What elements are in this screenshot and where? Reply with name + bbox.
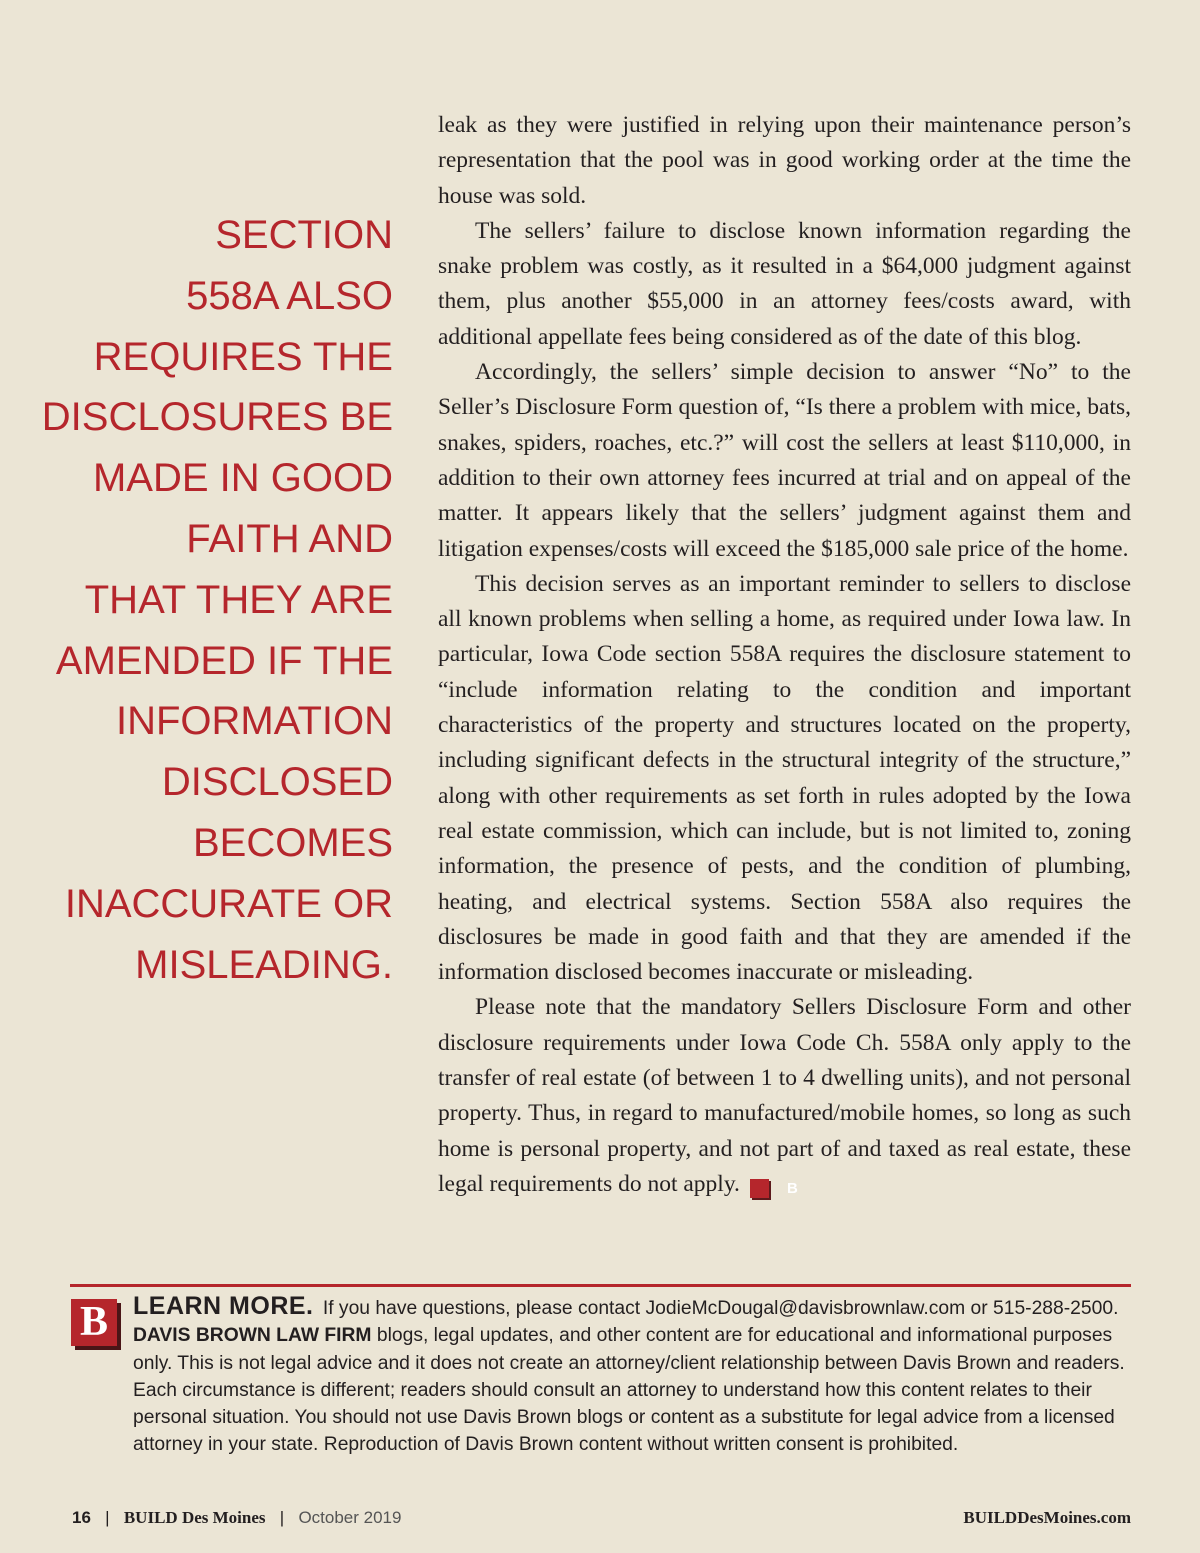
- pull-quote-line: INACCURATE OR: [64, 881, 393, 926]
- pull-quote-line: REQUIRES THE: [93, 334, 393, 379]
- pull-quote-line: DISCLOSURES BE: [41, 395, 393, 440]
- disclaimer: [133, 1322, 1133, 1458]
- end-mark-icon: B: [750, 1179, 769, 1198]
- article-paragraph: leak as they were justified in relying upon their maintenance person’s representation that the pool was in good working order at the time the house was sold.: [438, 112, 1131, 209]
- pull-quote-line: DISCLOSED: [161, 760, 393, 805]
- pull-quote: [40, 205, 393, 995]
- publication-name: BUILD Des Moines: [123, 1508, 266, 1527]
- pull-quote-line: MADE IN GOOD: [92, 456, 393, 501]
- article-paragraph-last: [438, 990, 1131, 1202]
- pull-quote-line: FAITH AND: [186, 516, 393, 561]
- pull-quote-line: SECTION: [215, 213, 393, 257]
- article-body: [438, 108, 1131, 1202]
- pull-quote-line: INFORMATION: [115, 699, 393, 744]
- davis-brown-logo-icon: B: [71, 1299, 117, 1346]
- learn-more-heading: LEARN MORE.: [133, 1292, 314, 1320]
- pull-quote-line: MISLEADING.: [135, 942, 393, 987]
- page-number: 16: [72, 1508, 91, 1527]
- article-paragraph: Accordingly, the sellers’ simple decision to answer “No” to the Seller’s Disclosure Form question of, “Is there a problem with mice, bats, snakes, spiders, roaches, etc.?” will cost the sellers at least $110,000, in addition to their own attorney fees incurred at trial and on appeal of the matter. It appears likely that the sellers’ judgment against them and litigation expenses/costs will exceed the $185,000 sale price of the home.: [438, 359, 1131, 562]
- firm-name: DAVIS BROWN LAW FIRM: [133, 1325, 372, 1347]
- article-paragraph-text: Please note that the mandatory Sellers Disclosure Form and other disclosure requirements under Iowa Code Ch. 558A only apply to the transfer of real estate (of between 1 to 4 dwelling units), and not personal property. Thus, in regard to manufactured/mobile homes, so long as such home is personal property, and not part of and taxed as real estate, these legal requirements do not apply.: [438, 994, 1131, 1197]
- folio-separator: |: [279, 1508, 285, 1527]
- website-link[interactable]: BUILDDesMoines.com: [963, 1508, 1131, 1527]
- pull-quote-line: 558A ALSO: [186, 273, 393, 318]
- article-paragraph: This decision serves as an important reminder to sellers to disclose all known problems when selling a home, as required under Iowa law. In particular, Iowa Code section 558A requires the disclosure statement to “include information relating to the condition and important characteristics of the property and structures located on the property, including significant defects in the structural integrity of the structure,” along with other requirements as set forth in rules adopted by the Iowa real estate commission, which can include, but is not limited to, zoning information, the presence of pests, and the condition of plumbing, heating, and electrical systems. Section 558A also requires the disclosures be made in good faith and that they are amended if the information disclosed becomes inaccurate or misleading.: [438, 570, 1131, 986]
- learn-more-line: [133, 1293, 1133, 1322]
- footer-divider: [70, 1284, 1131, 1287]
- folio-separator: |: [105, 1508, 110, 1527]
- disclaimer-text: blogs, legal updates, and other content are for educational and informational purposes only. This is not legal advice and it does not create an attorney/client relationship between Davis Brown and readers. Each circumstance is different; readers should consult an attorney to understand how this content relates to their personal situation. You should not use Davis Brown blogs or content as a substitute for legal advice from a licensed attorney in your state. Reproduction of Davis Brown content without written consent is prohibited.: [133, 1325, 1125, 1456]
- issue-date: October 2019: [298, 1508, 402, 1527]
- learn-more-box: [133, 1293, 1133, 1459]
- contact-text: If you have questions, please contact JodieMcDougal@davisbrownlaw.com or 515-288-2500.: [322, 1298, 1119, 1319]
- article-paragraph: The sellers’ failure to disclose known information regarding the snake problem was costly, as it resulted in a $64,000 judgment against them, plus another $55,000 in an attorney fees/costs award, with additional appellate fees being considered as of the date of this blog.: [438, 217, 1131, 350]
- pull-quote-line: THAT THEY ARE: [84, 577, 393, 622]
- pull-quote-line: BECOMES: [192, 820, 393, 865]
- pull-quote-line: AMENDED IF THE: [55, 638, 393, 683]
- page-folio: [72, 1508, 401, 1528]
